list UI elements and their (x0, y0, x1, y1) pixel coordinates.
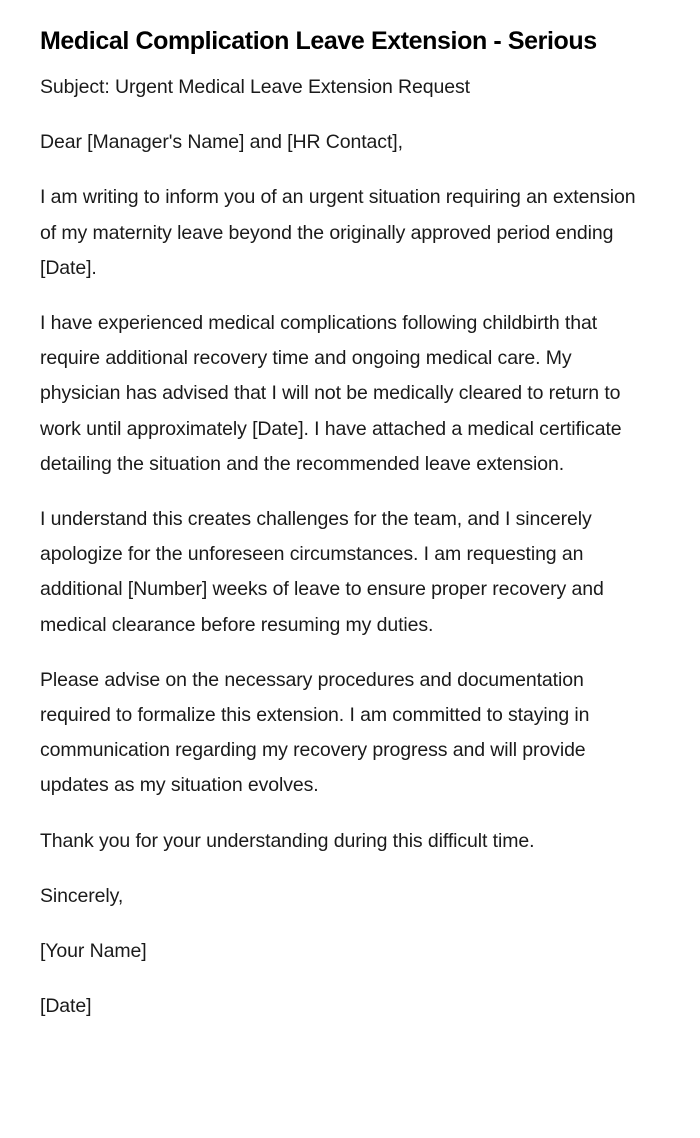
body-paragraph-1: I am writing to inform you of an urgent situation requiring an extension of my maternity leave beyond the originally approved period ending [Date]. (40, 186, 636, 279)
closing: Sincerely, (40, 884, 124, 907)
signature-date: [Date] (40, 995, 92, 1018)
body-paragraph-2: I have experienced medical complications following childbirth that require additional recovery time and ongoing medical care. My physician has advised that I will not be medically cleared to return to work until approximately [Date]. I have attached a medical certificate detailing the situation and the recommended leave extension. (40, 312, 622, 475)
body-paragraph-4: Please advise on the necessary procedures and documentation required to formalize this extension. I am committed to staying in communication regarding my recovery progress and will provide updates as my situation evolves. (40, 668, 590, 797)
body-paragraph-5: Thank you for your understanding during this difficult time. (40, 829, 535, 852)
subject-line: Subject: Urgent Medical Leave Extension Request (40, 76, 470, 98)
body-paragraph-3: I understand this creates challenges for the team, and I sincerely apologize for the unforeseen circumstances. I am requesting an additional [Number] weeks of leave to ensure proper recovery and medical clearance before resuming my duties. (40, 508, 604, 636)
salutation: Dear [Manager's Name] and [HR Contact], (40, 131, 403, 154)
signature-name: [Your Name] (40, 940, 147, 963)
document-title: Medical Complication Leave Extension - Serious (40, 27, 597, 55)
